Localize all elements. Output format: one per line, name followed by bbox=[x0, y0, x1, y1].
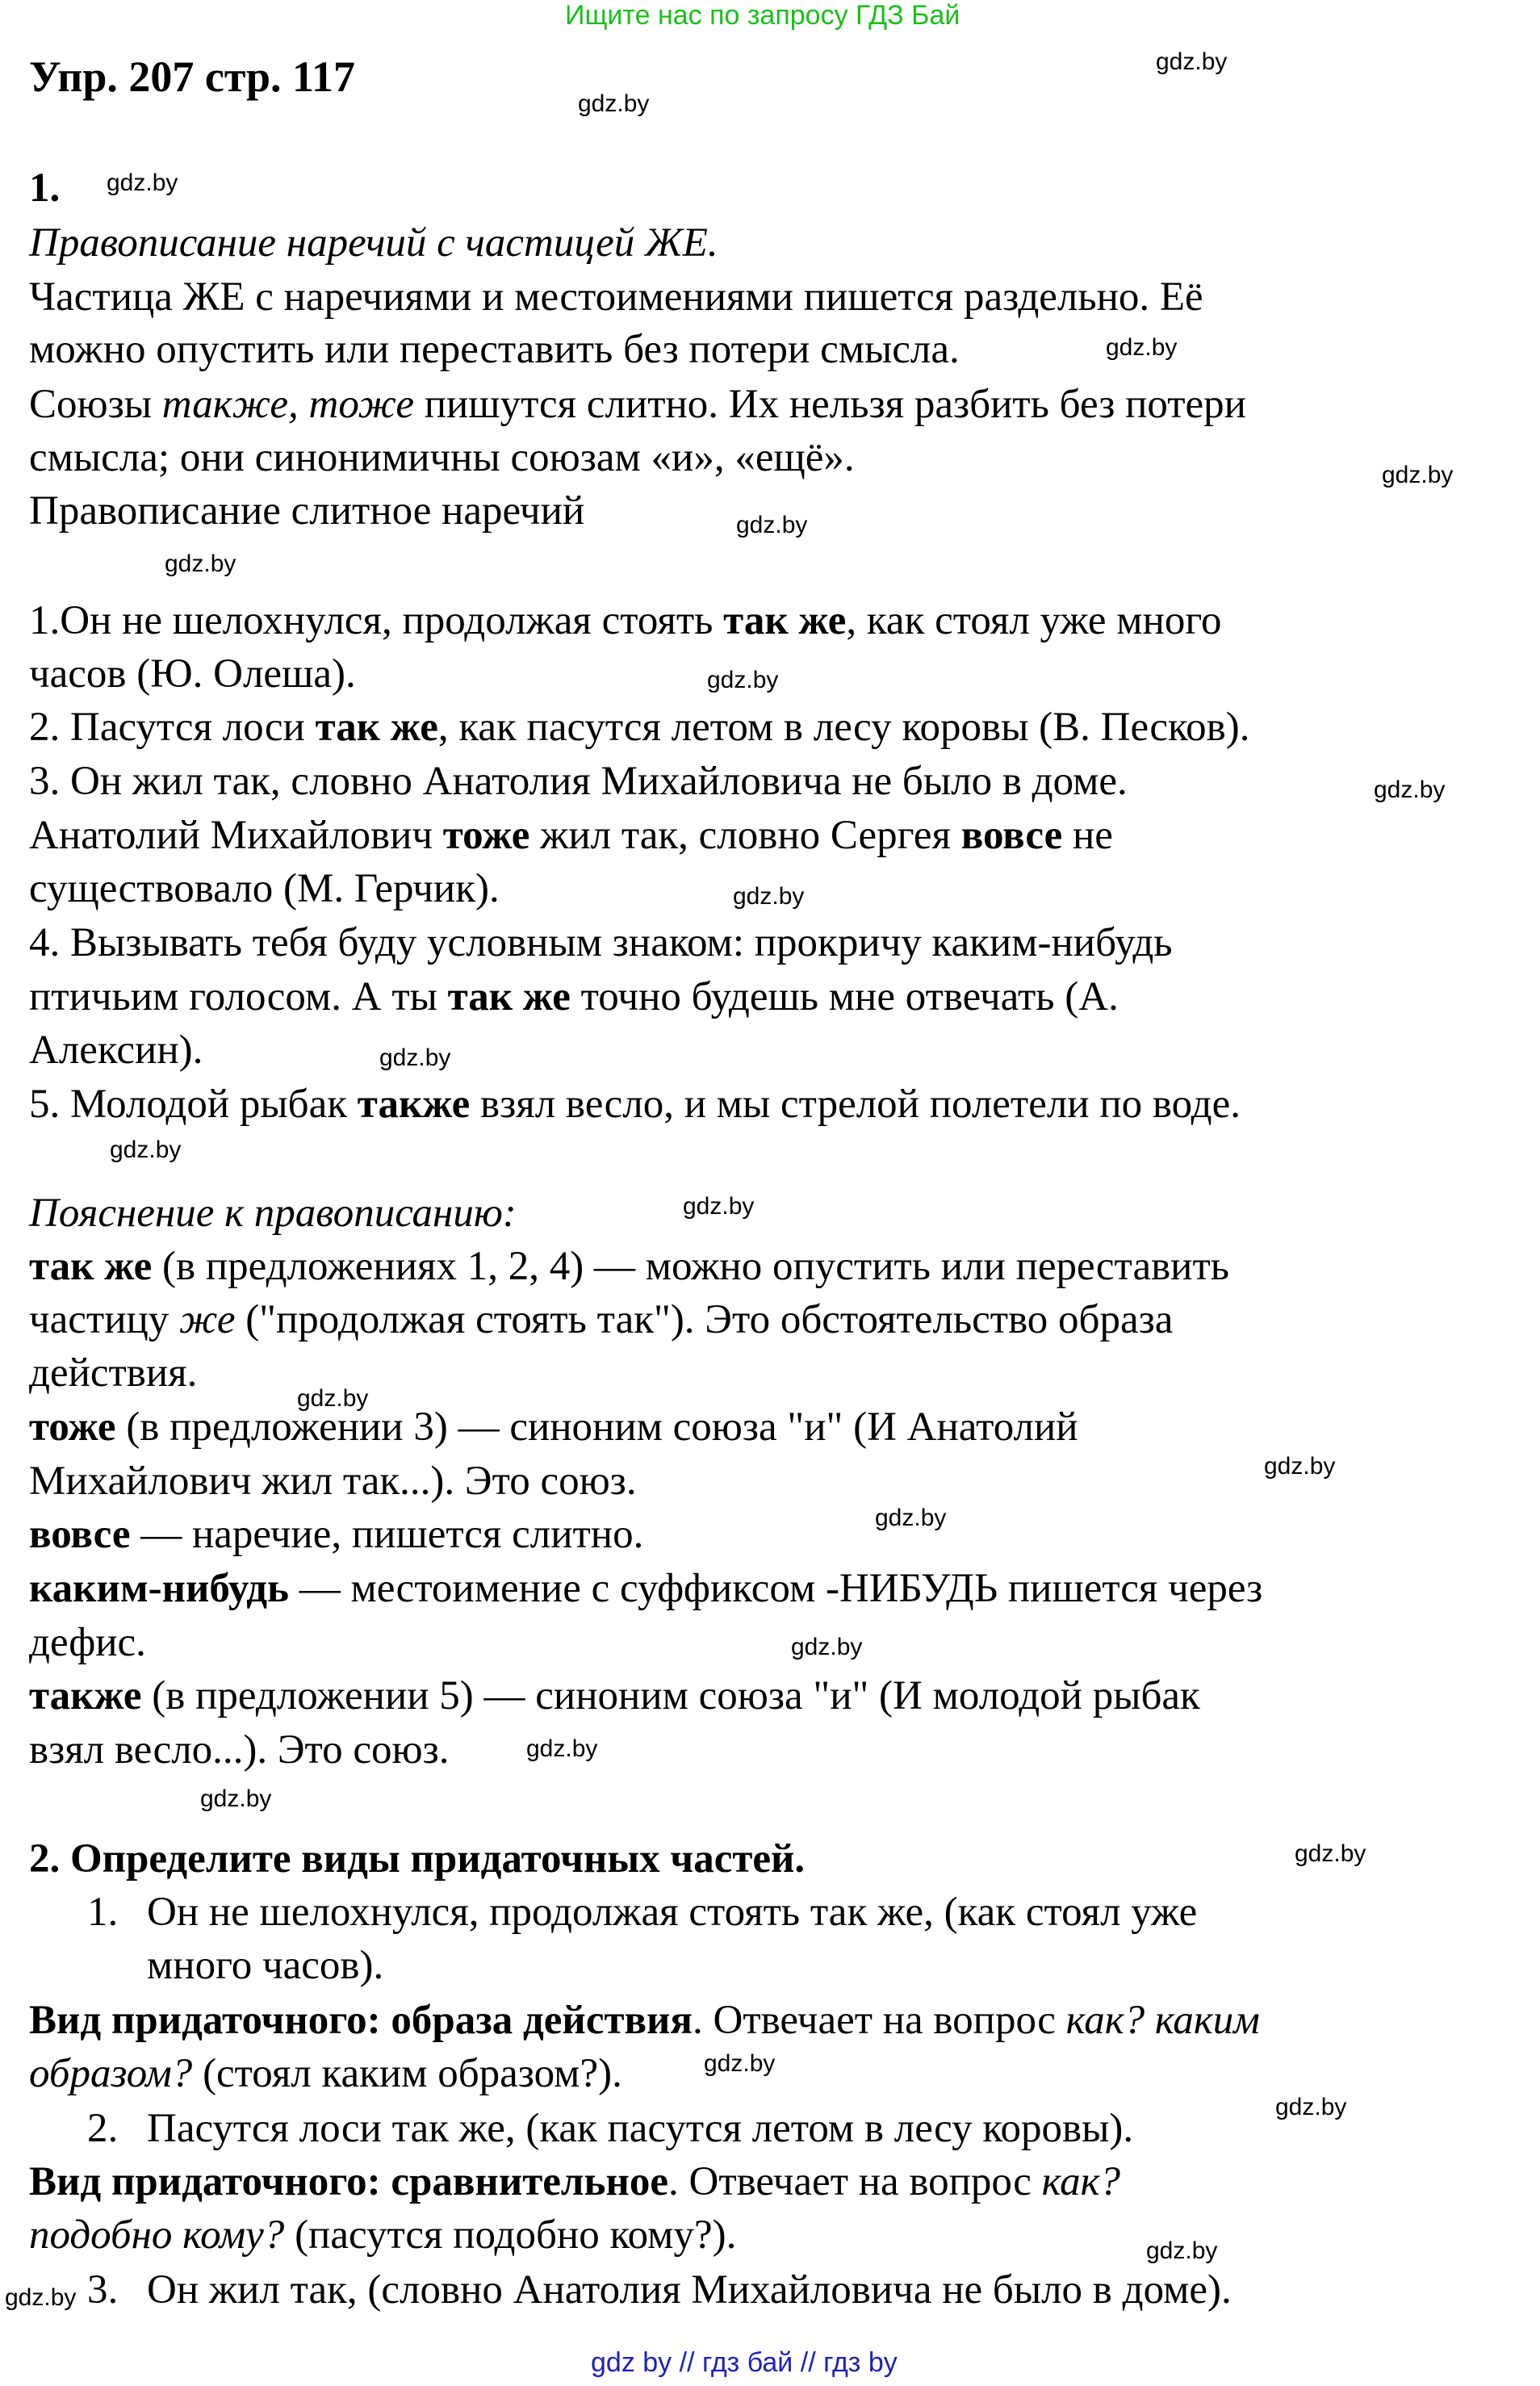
watermark: gdz.by bbox=[704, 2050, 776, 2077]
sentence-5: 5. Молодой рыбак также взял весло, и мы стрелой полетели по воде. bbox=[29, 1082, 1241, 1127]
rule-line-4: смысла; они синонимичны союзам «и», «ещё». bbox=[29, 435, 855, 480]
sentence-2: 2. Пасутся лоси так же, как пасутся летом в лесу коровы (В. Песков). bbox=[29, 705, 1250, 750]
watermark: gdz.by bbox=[875, 1505, 947, 1531]
sentence-1: 1.Он не шелохнулся, продолжая стоять так же, как стоял уже много bbox=[29, 598, 1222, 643]
sentence-3-cont: Анатолий Михайлович тоже жил так, словно Сергея вовсе не bbox=[29, 813, 1113, 858]
watermark: gdz.by bbox=[736, 512, 808, 538]
sentence-4-end: Алексин). bbox=[29, 1028, 203, 1073]
watermark: gdz.by bbox=[1106, 334, 1178, 361]
rule-line-3: Союзы также, тоже пишутся слитно. Их нельзя разбить без потери bbox=[29, 382, 1246, 427]
watermark: gdz.by bbox=[707, 667, 779, 693]
page-title: Упр. 207 стр. 117 bbox=[29, 52, 356, 101]
footer-links[interactable]: gdz by // гдз бай // гдз by bbox=[591, 2347, 898, 2378]
task-item-3-number: 3. bbox=[87, 2267, 119, 2313]
answer-1: Вид придаточного: образа действия. Отвечает на вопрос как? каким bbox=[29, 1998, 1260, 2043]
task-item-2: Пасутся лоси так же, (как пасутся летом в лесу коровы). bbox=[147, 2106, 1134, 2151]
watermark: gdz.by bbox=[5, 2284, 77, 2311]
watermark: gdz.by bbox=[733, 883, 805, 910]
explanation-3: вовсе — наречие, пишется слитно. bbox=[29, 1512, 644, 1557]
watermark: gdz.by bbox=[165, 550, 236, 577]
rule-line-2: можно опустить или переставить без потери смысла. bbox=[29, 327, 960, 372]
watermark: gdz.by bbox=[1146, 2237, 1218, 2264]
explanation-title: Пояснение к правописанию: bbox=[29, 1191, 517, 1236]
task-item-3: Он жил так, (словно Анатолия Михайловича не было в доме). bbox=[147, 2267, 1232, 2313]
explanation-2-cont: Михайлович жил так...). Это союз. bbox=[29, 1459, 637, 1504]
task-item-1-number: 1. bbox=[87, 1890, 119, 1935]
watermark: gdz.by bbox=[110, 1136, 182, 1163]
watermark: gdz.by bbox=[683, 1193, 755, 1220]
watermark: gdz.by bbox=[379, 1044, 451, 1071]
explanation-1: так же (в предложениях 1, 2, 4) — можно опустить или переставить bbox=[29, 1244, 1230, 1289]
rule-line-1: Частица ЖЕ с наречиями и местоимениями пишется раздельно. Её bbox=[29, 274, 1203, 320]
watermark: gdz.by bbox=[200, 1785, 272, 1812]
explanation-4-cont: дефис. bbox=[29, 1620, 146, 1665]
watermark: gdz.by bbox=[578, 90, 650, 117]
task-item-1-cont: много часов). bbox=[147, 1943, 384, 1988]
explanation-4: каким-нибудь — местоимение с суффиксом -НИБУДЬ пишется через bbox=[29, 1566, 1263, 1611]
watermark: gdz.by bbox=[107, 170, 178, 196]
watermark: gdz.by bbox=[1382, 462, 1454, 488]
answer-2: Вид придаточного: сравнительное. Отвечает на вопрос как? bbox=[29, 2159, 1121, 2204]
header-note[interactable]: Ищите нас по запросу ГДЗ Бай bbox=[565, 0, 960, 31]
rule-title: Правописание наречий с частицей ЖЕ. bbox=[29, 220, 718, 266]
watermark: gdz.by bbox=[297, 1385, 369, 1412]
rule-line-5: Правописание слитное наречий bbox=[29, 488, 585, 534]
section-1-number: 1. bbox=[29, 165, 61, 211]
watermark: gdz.by bbox=[1275, 2094, 1347, 2120]
explanation-5: также (в предложении 5) — синоним союза "и" (И молодой рыбак bbox=[29, 1673, 1200, 1718]
sentence-1-cont: часов (Ю. Олеша). bbox=[29, 651, 356, 697]
task-2-heading: 2. Определите виды придаточных частей. bbox=[29, 1836, 806, 1882]
sentence-4: 4. Вызывать тебя буду условным знаком: прокричу каким-нибудь bbox=[29, 920, 1173, 965]
task-item-1: Он не шелохнулся, продолжая стоять так же, (как стоял уже bbox=[147, 1890, 1198, 1935]
watermark: gdz.by bbox=[526, 1735, 598, 1762]
watermark: gdz.by bbox=[1374, 776, 1446, 803]
explanation-5-cont: взял весло...). Это союз. bbox=[29, 1727, 450, 1773]
answer-1-cont: образом? (стоял каким образом?). bbox=[29, 2051, 622, 2096]
watermark: gdz.by bbox=[1156, 48, 1228, 75]
explanation-1-cont: частицу же ("продолжая стоять так"). Это обстоятельство образа bbox=[29, 1297, 1174, 1342]
sentence-4-cont: птичьим голосом. А ты так же точно будешь мне отвечать (А. bbox=[29, 974, 1119, 1019]
sentence-3-end: существовало (М. Герчик). bbox=[29, 866, 500, 911]
answer-2-cont: подобно кому? (пасутся подобно кому?). bbox=[29, 2212, 737, 2258]
task-item-2-number: 2. bbox=[87, 2106, 119, 2151]
explanation-1-end: действия. bbox=[29, 1350, 198, 1396]
watermark: gdz.by bbox=[1264, 1453, 1336, 1480]
sentence-3: 3. Он жил так, словно Анатолия Михайловича не было в доме. bbox=[29, 759, 1128, 804]
watermark: gdz.by bbox=[791, 1634, 863, 1660]
explanation-2: тоже (в предложении 3) — синоним союза "и" (И Анатолий bbox=[29, 1404, 1078, 1450]
watermark: gdz.by bbox=[1295, 1840, 1366, 1867]
